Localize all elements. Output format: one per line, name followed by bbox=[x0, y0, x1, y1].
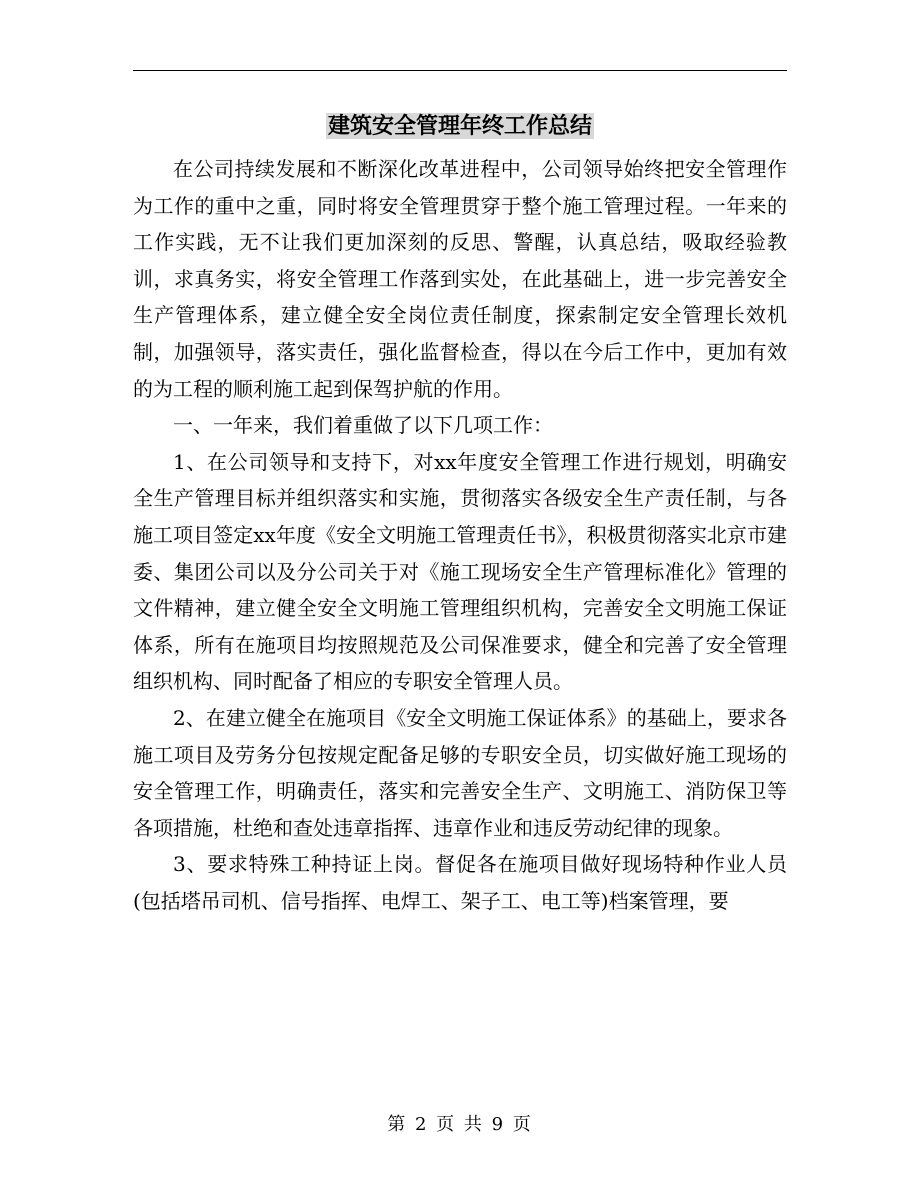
paragraph-item-3: 3、要求特殊工种持证上岗。督促各在施项目做好现场特种作业人员(包括塔吊司机、信号指挥、电焊工、架子工、电工等)档案管理，要 bbox=[133, 852, 787, 913]
header-rule bbox=[133, 70, 787, 71]
paragraph-item-2: 2、在建立健全在施项目《安全文明施工保证体系》的基础上，要求各施工项目及劳务分包按规定配备足够的专职安全员，切实做好施工现场的安全管理工作，明确责任，落实和完善安全生产、文明施工、消防保卫等各项措施，杜绝和查处违章指挥、违章作业和违反劳动纪律的现象。 bbox=[133, 705, 787, 840]
document-title bbox=[0, 108, 920, 144]
document-title-text: 建筑安全管理年终工作总结 bbox=[327, 113, 592, 139]
paragraph-item-1: 1、在公司领导和支持下，对xx年度安全管理工作进行规划，明确安全生产管理目标并组织落实和实施，贯彻落实各级安全生产责任制，与各施工项目签定xx年度《安全文明施工管理责任书》，积极贯彻落实北京市建委、集团公司以及分公司关于对《施工现场安全生产管理标准化》管理的文件精神，建立健全安全文明施工管理组织机构，完善安全文明施工保证体系，所有在施项目均按照规范及公司保准要求，健全和完善了安全管理组织机构、同时配备了相应的专职安全管理人员。 bbox=[133, 449, 787, 694]
page-number-footer: 第 2 页 共 9 页 bbox=[387, 1114, 533, 1135]
paragraph-section-heading: 一、一年来，我们着重做了以下几项工作： bbox=[173, 413, 553, 438]
paragraph-intro: 在公司持续发展和不断深化改革进程中，公司领导始终把安全管理作为工作的重中之重，同时将安全管理贯穿于整个施工管理过程。一年来的工作实践，无不让我们更加深刻的反思、警醒，认真总结，吸取经验教训，求真务实，将安全管理工作落到实处，在此基础上，进一步完善安全生产管理体系，建立健全安全岗位责任制度，探索制定安全管理长效机制，加强领导，落实责任，强化监督检查，得以在今后工作中，更加有效的为工程的顺利施工起到保驾护航的作用。 bbox=[133, 157, 787, 401]
document-body bbox=[133, 151, 787, 919]
